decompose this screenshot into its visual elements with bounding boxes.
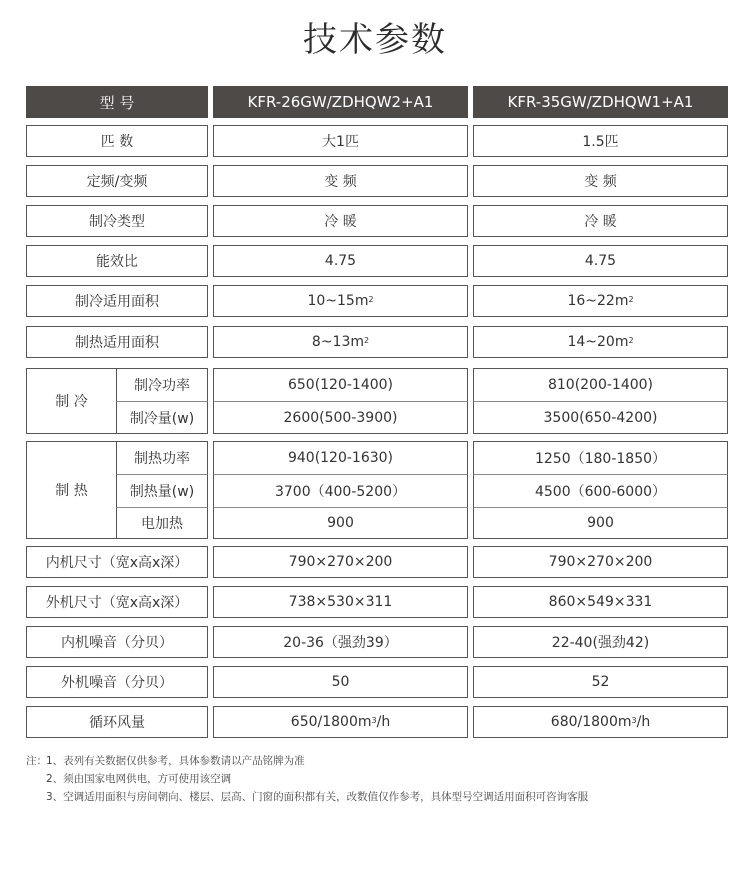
row-label: 循环风量 — [26, 706, 208, 738]
notes — [26, 752, 736, 806]
airflow-unit: /h — [636, 714, 651, 730]
area-value: 8~13m — [311, 334, 364, 350]
sub-value-a: 650(120-1400) — [213, 368, 468, 401]
row-value-a — [213, 285, 468, 317]
sub-value-a: 900 — [213, 507, 468, 539]
row-label: 外机噪音（分贝） — [26, 666, 208, 698]
unit-sup: 2 — [628, 335, 634, 345]
row-value-a: 大1匹 — [213, 125, 468, 157]
unit-sup: 2 — [628, 294, 634, 304]
row-value-b: 860×549×331 — [473, 586, 728, 618]
group-label-cooling: 制 冷 — [26, 368, 116, 434]
note-item: 3、空调适用面积与房间朝向、楼层、层高、门窗的面积都有关，改数值仅作参考，具体型号空调适用面积可咨询客服 — [46, 791, 589, 803]
sub-label: 制热功率 — [116, 441, 208, 474]
sub-value-a: 3700（400-5200） — [213, 474, 468, 507]
sub-value-b: 3500(650-4200) — [473, 401, 728, 434]
unit-sup: 3 — [371, 715, 377, 725]
row-label: 制冷适用面积 — [26, 285, 208, 317]
row-value-b: 冷 暖 — [473, 205, 728, 237]
sub-value-b: 900 — [473, 507, 728, 539]
header-model-b: KFR-35GW/ZDHQW1+A1 — [473, 86, 728, 118]
row-value-b: 4.75 — [473, 245, 728, 277]
row-value-a: 790×270×200 — [213, 546, 468, 578]
row-value-b: 变 频 — [473, 165, 728, 197]
page-title: 技术参数 — [303, 20, 447, 60]
notes-prefix: 注： — [26, 755, 47, 767]
row-value-b: 52 — [473, 666, 728, 698]
row-value-a: 738×530×311 — [213, 586, 468, 618]
row-label: 匹 数 — [26, 125, 208, 157]
row-value-a: 20-36（强劲39） — [213, 626, 468, 658]
row-value-a — [213, 706, 468, 738]
row-label: 定频/变频 — [26, 165, 208, 197]
row-value-b: 790×270×200 — [473, 546, 728, 578]
row-label: 外机尺寸（宽x高x深） — [26, 586, 208, 618]
sub-value-a: 2600(500-3900) — [213, 401, 468, 434]
area-value: 16~22m — [567, 293, 629, 309]
row-value-b: 1.5匹 — [473, 125, 728, 157]
row-value-b — [473, 706, 728, 738]
sub-value-b: 1250（180-1850） — [473, 441, 728, 474]
area-value: 10~15m — [307, 293, 369, 309]
row-value-a: 50 — [213, 666, 468, 698]
sub-label: 制热量(w) — [116, 474, 208, 507]
unit-sup: 3 — [631, 715, 637, 725]
unit-sup: 2 — [368, 294, 374, 304]
row-label: 制冷类型 — [26, 205, 208, 237]
unit-sup: 2 — [364, 335, 370, 345]
sub-value-b: 4500（600-6000） — [473, 474, 728, 507]
airflow-unit: /h — [376, 714, 391, 730]
row-label: 内机噪音（分贝） — [26, 626, 208, 658]
airflow-value: 680/1800m — [550, 714, 632, 730]
airflow-value: 650/1800m — [290, 714, 372, 730]
area-value: 14~20m — [567, 334, 629, 350]
sub-label: 制冷量(w) — [116, 401, 208, 434]
row-value-a: 变 频 — [213, 165, 468, 197]
group-label-heating: 制 热 — [26, 441, 116, 539]
sub-label: 电加热 — [116, 507, 208, 539]
sub-value-a: 940(120-1630) — [213, 441, 468, 474]
row-value-a — [213, 326, 468, 358]
row-value-b — [473, 326, 728, 358]
row-value-b — [473, 285, 728, 317]
header-model-a: KFR-26GW/ZDHQW2+A1 — [213, 86, 468, 118]
sub-value-b: 810(200-1400) — [473, 368, 728, 401]
row-label: 制热适用面积 — [26, 326, 208, 358]
row-value-b: 22-40(强劲42) — [473, 626, 728, 658]
row-label: 能效比 — [26, 245, 208, 277]
note-item: 1、表列有关数据仅供参考，具体参数请以产品铭牌为准 — [46, 755, 305, 767]
sub-label: 制冷功率 — [116, 368, 208, 401]
row-label: 内机尺寸（宽x高x深） — [26, 546, 208, 578]
row-value-a: 冷 暖 — [213, 205, 468, 237]
row-value-a: 4.75 — [213, 245, 468, 277]
note-item: 2、须由国家电网供电，方可使用该空调 — [46, 773, 232, 785]
header-label: 型 号 — [26, 86, 208, 118]
